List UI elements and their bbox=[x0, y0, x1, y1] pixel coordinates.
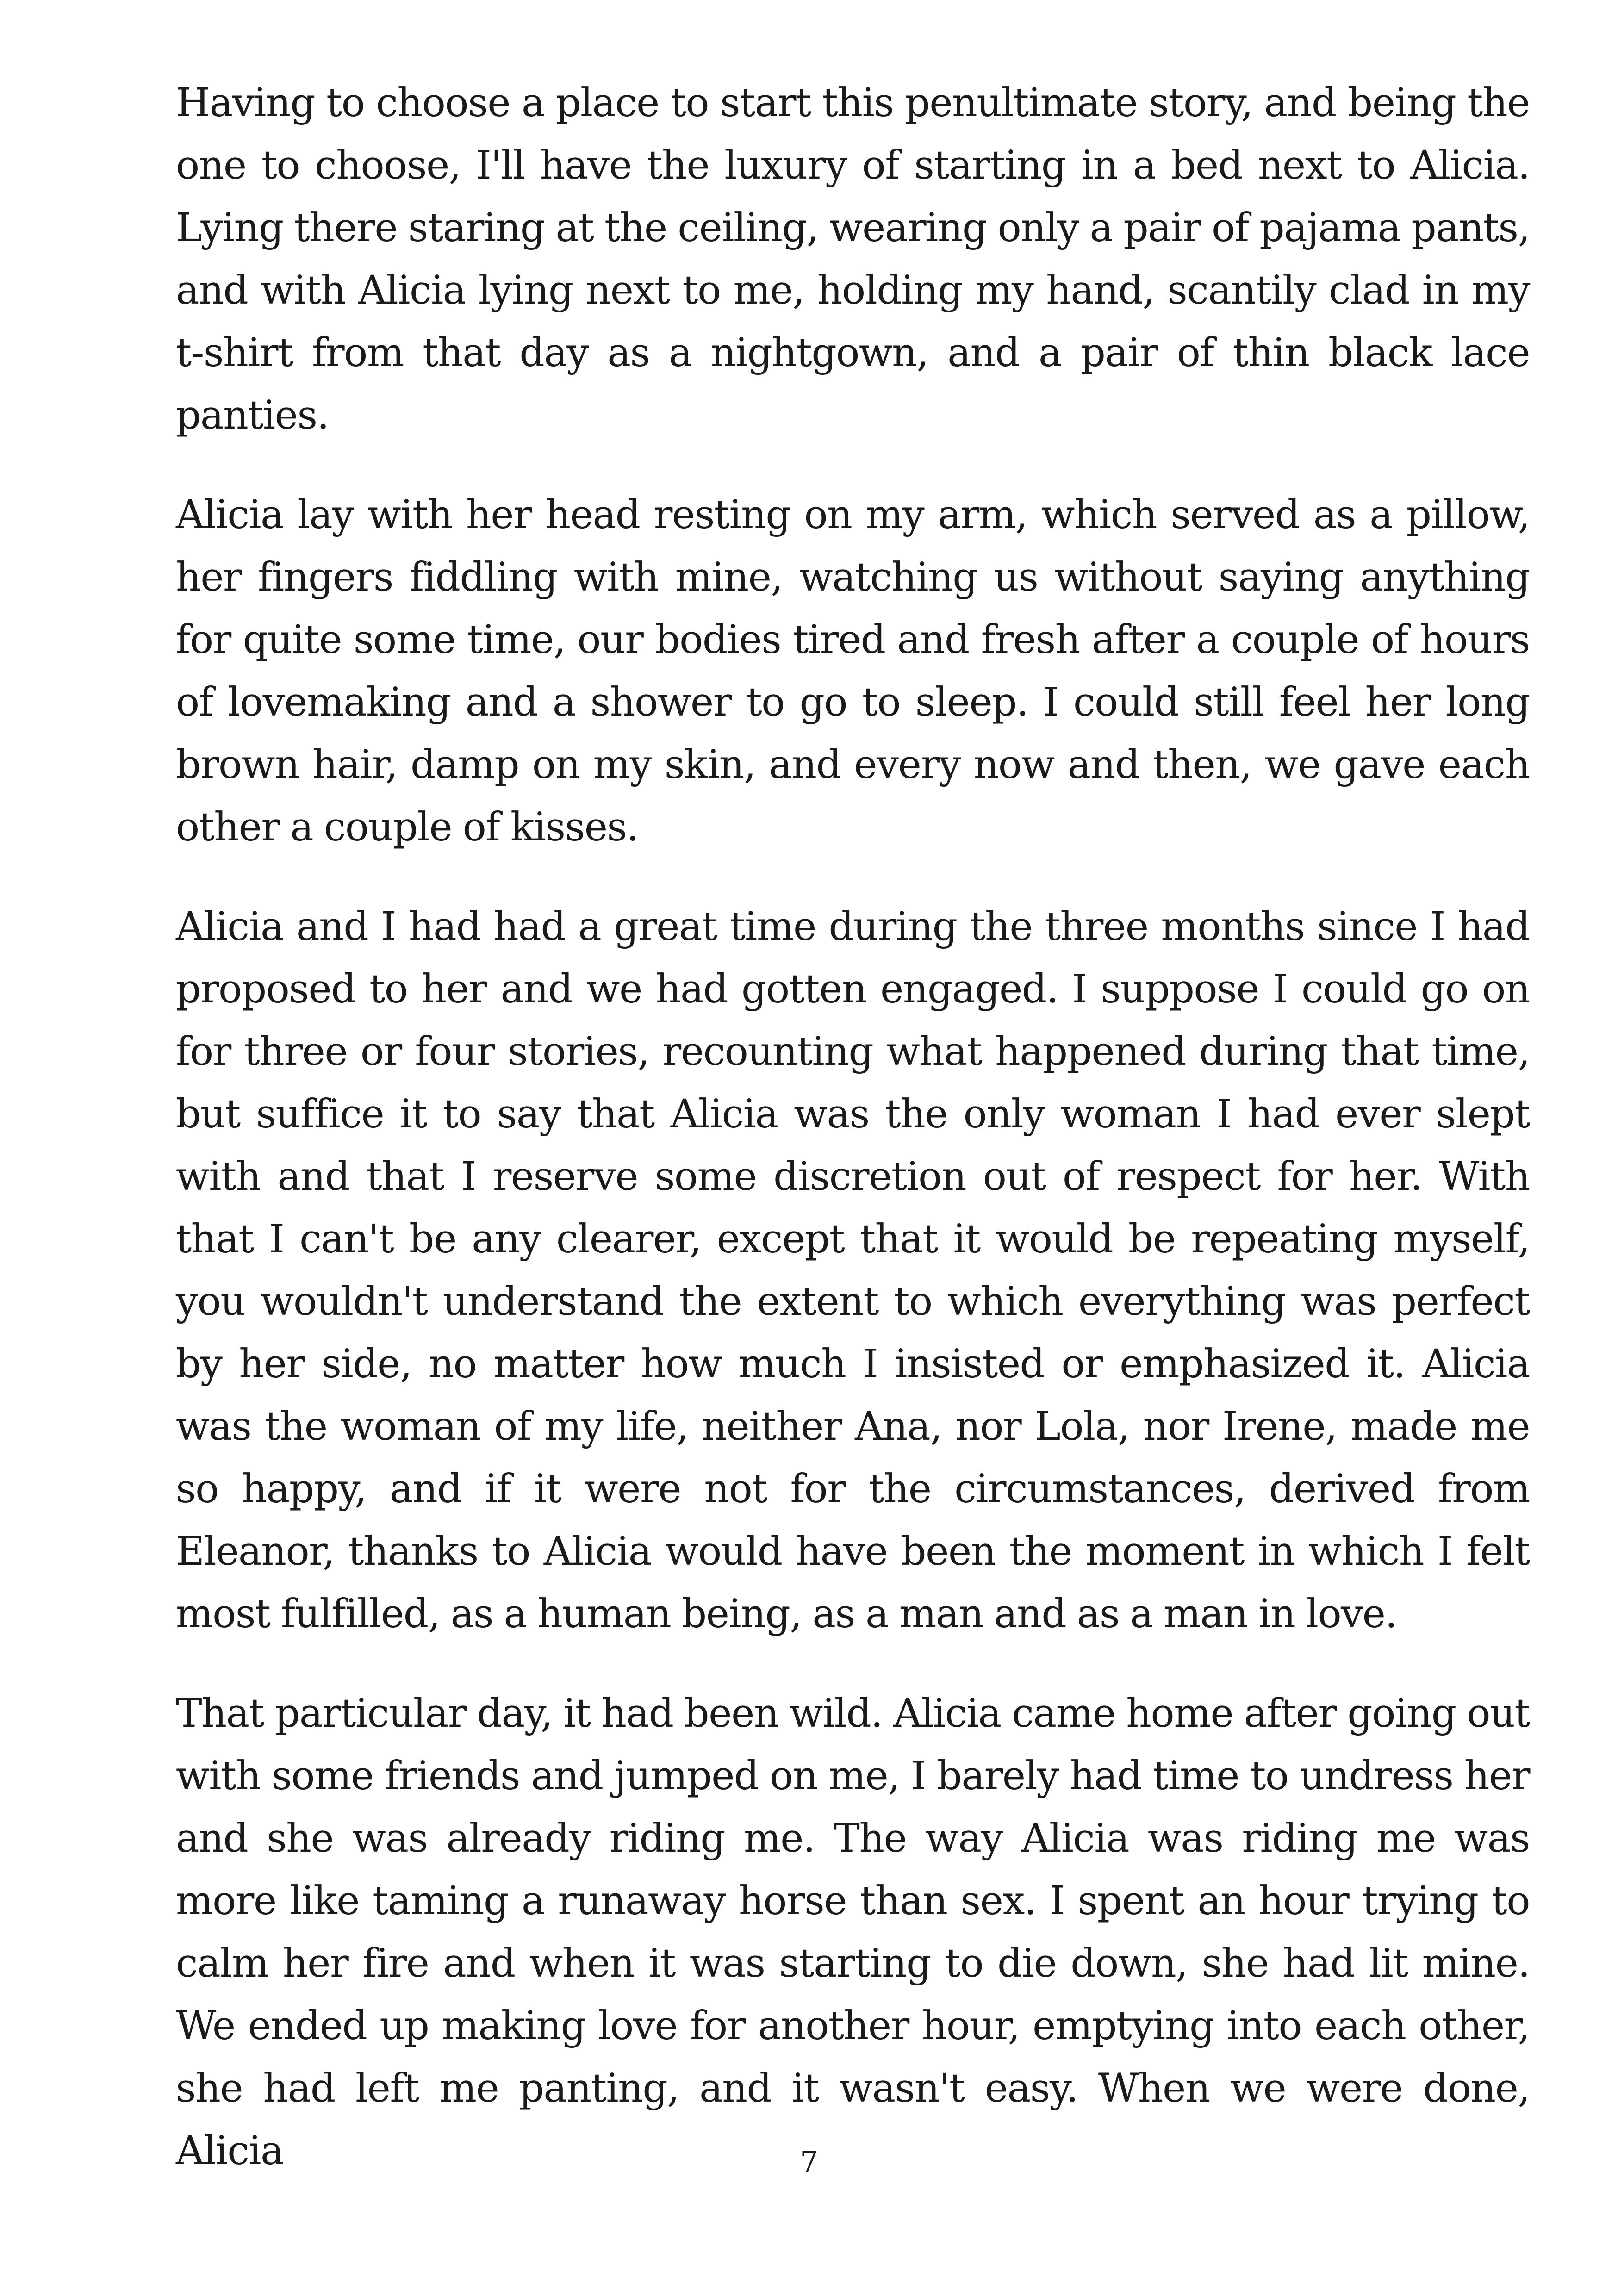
paragraph-4: That particular day, it had been wild. Alicia came home after going out with some friends and jumped on me, I barely had time to undress her and she was already riding me. The way Alicia was riding me was more like taming a runaway horse than sex. I spent an hour trying to calm her fire and when it was starting to die down, she had lit mine. We ended up making love for another hour, emptying into each other, she had left me panting, and it wasn't easy. When we were done, Alicia bbox=[176, 1691, 1530, 2174]
paragraph-2: Alicia lay with her head resting on my arm, which served as a pillow, her fingers fiddling with mine, watching us without saying anything for quite some time, our bodies tired and fresh after a couple of hours of lovemaking and a shower to go to sleep. I could still feel her long brown hair, damp on my skin, and every now and then, we gave each other a couple of kisses. bbox=[176, 492, 1530, 850]
body-text bbox=[176, 72, 1530, 2219]
paragraph-1: Having to choose a place to start this penultimate story, and being the one to choose, I'll have the luxury of starting in a bed next to Alicia. Lying there staring at the ceiling, wearing only a pair of pajama pants, and with Alicia lying next to me, holding my hand, scantily clad in my t-shirt from that day as a nightgown, and a pair of thin black lace panties. bbox=[176, 80, 1530, 438]
paragraph-3: Alicia and I had had a great time during the three months since I had proposed to her and we had gotten engaged. I suppose I could go on for three or four stories, recounting what happened during that time, but suffice it to say that Alicia was the only woman I had ever slept with and that I reserve some discretion out of respect for her. With that I can't be any clearer, except that it would be repeating myself, you wouldn't understand the extent to which everything was perfect by her side, no matter how much I insisted or emphasized it. Alicia was the woman of my life, neither Ana, nor Lola, nor Irene, made me so happy, and if it were not for the circumstances, derived from Eleanor, thanks to Alicia would have been the moment in which I felt most fulfilled, as a human being, as a man and as a man in love. bbox=[176, 904, 1530, 1637]
page-number: 7 bbox=[800, 2145, 818, 2179]
